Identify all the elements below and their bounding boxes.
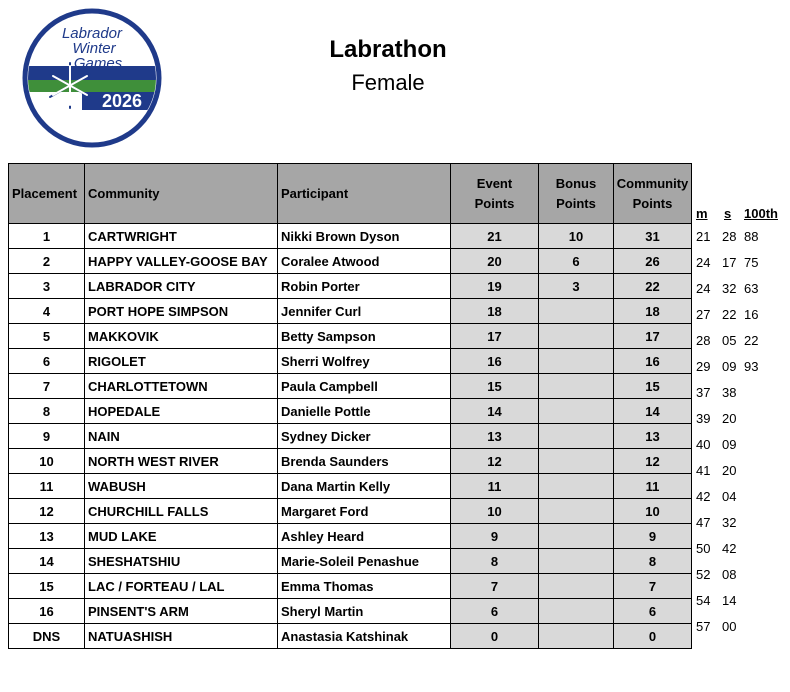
- placement-cell: 1: [9, 224, 85, 249]
- event-points-header-line1: Event: [476, 175, 513, 191]
- bonus-points-cell: [539, 349, 614, 374]
- event-points-cell: 14: [451, 399, 539, 424]
- table-row: [9, 424, 692, 449]
- minutes-value: 57: [696, 619, 711, 634]
- community-cell: MUD LAKE: [85, 524, 278, 549]
- event-points-cell: 19: [451, 274, 539, 299]
- participant-cell: Brenda Saunders: [278, 449, 451, 474]
- community-header: Community: [85, 164, 278, 224]
- seconds-value: 22: [722, 307, 737, 322]
- participant-cell: Sherri Wolfrey: [278, 349, 451, 374]
- table-row: [9, 399, 692, 424]
- community-points-cell: 22: [614, 274, 692, 299]
- table-row: [9, 299, 692, 324]
- community-cell: CARTWRIGHT: [85, 224, 278, 249]
- community-points-cell: 17: [614, 324, 692, 349]
- bonus-points-header-line2: Points: [556, 195, 596, 211]
- placement-header: Placement: [9, 164, 85, 224]
- seconds-value: 00: [722, 619, 737, 634]
- bonus-points-cell: [539, 324, 614, 349]
- minutes-value: 54: [696, 593, 711, 608]
- event-points-cell: 13: [451, 424, 539, 449]
- minutes-value: 42: [696, 489, 711, 504]
- placement-cell: 2: [9, 249, 85, 274]
- community-cell: CHARLOTTETOWN: [85, 374, 278, 399]
- minutes-value: 47: [696, 515, 711, 530]
- bonus-points-cell: [539, 599, 614, 624]
- community-points-cell: 31: [614, 224, 692, 249]
- community-points-cell: 7: [614, 574, 692, 599]
- event-points-cell: 0: [451, 624, 539, 649]
- placement-cell: 6: [9, 349, 85, 374]
- community-points-cell: 18: [614, 299, 692, 324]
- hundredths-header: 100th: [744, 206, 778, 221]
- seconds-header: s: [724, 206, 732, 221]
- event-points-cell: 18: [451, 299, 539, 324]
- participant-cell: Sydney Dicker: [278, 424, 451, 449]
- event-points-header-line2: Points: [474, 195, 515, 211]
- community-cell: SHESHATSHIU: [85, 549, 278, 574]
- participant-cell: Jennifer Curl: [278, 299, 451, 324]
- community-cell: NATUASHISH: [85, 624, 278, 649]
- seconds-value: 32: [722, 281, 737, 296]
- community-points-cell: 16: [614, 349, 692, 374]
- seconds-value: 08: [722, 567, 737, 582]
- community-points-cell: 9: [614, 524, 692, 549]
- table-row: [9, 499, 692, 524]
- participant-cell: Marie-Soleil Penashue: [278, 549, 451, 574]
- event-points-cell: 11: [451, 474, 539, 499]
- participant-cell: Emma Thomas: [278, 574, 451, 599]
- seconds-value: 42: [722, 541, 737, 556]
- seconds-value: 09: [722, 437, 737, 452]
- minutes-value: 27: [696, 307, 711, 322]
- table-row: [9, 624, 692, 649]
- event-points-cell: 15: [451, 374, 539, 399]
- community-cell: NORTH WEST RIVER: [85, 449, 278, 474]
- community-points-header: [614, 164, 692, 224]
- logo-line2: Winter: [72, 40, 116, 57]
- table-header-row: [9, 164, 692, 224]
- participant-cell: Anastasia Katshinak: [278, 624, 451, 649]
- page-title: Labrathon: [329, 36, 447, 63]
- seconds-value: 20: [722, 411, 737, 426]
- participant-cell: Betty Sampson: [278, 324, 451, 349]
- minutes-value: 21: [696, 229, 711, 244]
- table-row: [9, 349, 692, 374]
- table-row: [9, 224, 692, 249]
- event-points-cell: 16: [451, 349, 539, 374]
- seconds-value: 28: [722, 229, 737, 244]
- bonus-points-cell: [539, 399, 614, 424]
- bonus-points-cell: [539, 574, 614, 599]
- community-points-cell: 26: [614, 249, 692, 274]
- event-points-cell: 12: [451, 449, 539, 474]
- bonus-points-header-line1: Bonus: [555, 175, 597, 191]
- event-points-cell: 8: [451, 549, 539, 574]
- logo-year: 2026: [101, 91, 143, 111]
- seconds-value: 05: [722, 333, 737, 348]
- placement-cell: 16: [9, 599, 85, 624]
- table-row: [9, 324, 692, 349]
- table-row: [9, 374, 692, 399]
- community-cell: NAIN: [85, 424, 278, 449]
- participant-cell: Robin Porter: [278, 274, 451, 299]
- placement-cell: 9: [9, 424, 85, 449]
- event-points-cell: 20: [451, 249, 539, 274]
- table-row: [9, 549, 692, 574]
- community-points-cell: 13: [614, 424, 692, 449]
- event-points-cell: 10: [451, 499, 539, 524]
- table-row: [9, 274, 692, 299]
- participant-cell: Sheryl Martin: [278, 599, 451, 624]
- placement-cell: 15: [9, 574, 85, 599]
- hundredths-value: 63: [744, 281, 759, 296]
- community-points-cell: 8: [614, 549, 692, 574]
- page-subtitle: Female: [351, 70, 425, 95]
- placement-cell: 5: [9, 324, 85, 349]
- community-points-header-line2: Points: [632, 195, 673, 211]
- table-row: [9, 449, 692, 474]
- participant-cell: Coralee Atwood: [278, 249, 451, 274]
- event-points-cell: 17: [451, 324, 539, 349]
- community-points-cell: 11: [614, 474, 692, 499]
- labrador-winter-games-logo: [22, 8, 162, 148]
- community-points-cell: 15: [614, 374, 692, 399]
- bonus-points-cell: [539, 474, 614, 499]
- placement-cell: 11: [9, 474, 85, 499]
- community-cell: MAKKOVIK: [85, 324, 278, 349]
- bonus-points-cell: [539, 524, 614, 549]
- event-points-cell: 21: [451, 224, 539, 249]
- participant-cell: Dana Martin Kelly: [278, 474, 451, 499]
- community-points-cell: 6: [614, 599, 692, 624]
- seconds-value: 20: [722, 463, 737, 478]
- community-points-cell: 12: [614, 449, 692, 474]
- hundredths-value: 16: [744, 307, 759, 322]
- hundredths-value: 75: [744, 255, 759, 270]
- minutes-value: 24: [696, 281, 711, 296]
- minutes-value: 39: [696, 411, 711, 426]
- bonus-points-cell: [539, 424, 614, 449]
- placement-cell: DNS: [9, 624, 85, 649]
- community-cell: HOPEDALE: [85, 399, 278, 424]
- bonus-points-header: [539, 164, 614, 224]
- seconds-value: 09: [722, 359, 737, 374]
- placement-cell: 14: [9, 549, 85, 574]
- bonus-points-cell: [539, 499, 614, 524]
- community-points-cell: 0: [614, 624, 692, 649]
- seconds-value: 04: [722, 489, 737, 504]
- participant-header: Participant: [278, 164, 451, 224]
- minutes-value: 37: [696, 385, 711, 400]
- community-cell: PORT HOPE SIMPSON: [85, 299, 278, 324]
- community-cell: RIGOLET: [85, 349, 278, 374]
- placement-cell: 8: [9, 399, 85, 424]
- bonus-points-cell: 3: [539, 274, 614, 299]
- minutes-value: 41: [696, 463, 711, 478]
- minutes-value: 52: [696, 567, 711, 582]
- seconds-value: 14: [722, 593, 737, 608]
- minutes-value: 50: [696, 541, 711, 556]
- community-cell: PINSENT'S ARM: [85, 599, 278, 624]
- community-points-cell: 14: [614, 399, 692, 424]
- bonus-points-cell: [539, 549, 614, 574]
- hundredths-value: 22: [744, 333, 759, 348]
- event-points-cell: 6: [451, 599, 539, 624]
- participant-cell: Nikki Brown Dyson: [278, 224, 451, 249]
- participant-cell: Paula Campbell: [278, 374, 451, 399]
- placement-cell: 13: [9, 524, 85, 549]
- table-row: [9, 524, 692, 549]
- participant-cell: Ashley Heard: [278, 524, 451, 549]
- community-cell: LABRADOR CITY: [85, 274, 278, 299]
- results-table: [8, 163, 692, 649]
- placement-cell: 7: [9, 374, 85, 399]
- bonus-points-cell: 10: [539, 224, 614, 249]
- bonus-points-cell: [539, 449, 614, 474]
- table-row: [9, 574, 692, 599]
- placement-cell: 12: [9, 499, 85, 524]
- placement-cell: 3: [9, 274, 85, 299]
- community-cell: CHURCHILL FALLS: [85, 499, 278, 524]
- event-points-cell: 7: [451, 574, 539, 599]
- hundredths-value: 93: [744, 359, 759, 374]
- seconds-value: 17: [722, 255, 737, 270]
- bonus-points-cell: [539, 624, 614, 649]
- seconds-value: 38: [722, 385, 737, 400]
- community-cell: LAC / FORTEAU / LAL: [85, 574, 278, 599]
- logo-line3: Games: [73, 55, 123, 72]
- participant-cell: Danielle Pottle: [278, 399, 451, 424]
- event-points-cell: 9: [451, 524, 539, 549]
- minutes-value: 28: [696, 333, 711, 348]
- logo-line1: Labrador: [61, 25, 123, 42]
- community-cell: HAPPY VALLEY-GOOSE BAY: [85, 249, 278, 274]
- minutes-value: 29: [696, 359, 711, 374]
- event-points-header: [451, 164, 539, 224]
- placement-cell: 10: [9, 449, 85, 474]
- table-row: [9, 474, 692, 499]
- community-points-cell: 10: [614, 499, 692, 524]
- placement-cell: 4: [9, 299, 85, 324]
- table-row: [9, 249, 692, 274]
- community-cell: WABUSH: [85, 474, 278, 499]
- participant-cell: Margaret Ford: [278, 499, 451, 524]
- bonus-points-cell: [539, 299, 614, 324]
- minutes-value: 40: [696, 437, 711, 452]
- table-row: [9, 599, 692, 624]
- seconds-value: 32: [722, 515, 737, 530]
- hundredths-value: 88: [744, 229, 759, 244]
- community-points-header-line1: Community: [616, 175, 689, 191]
- bonus-points-cell: 6: [539, 249, 614, 274]
- bonus-points-cell: [539, 374, 614, 399]
- minutes-header: m: [696, 206, 708, 221]
- minutes-value: 24: [696, 255, 711, 270]
